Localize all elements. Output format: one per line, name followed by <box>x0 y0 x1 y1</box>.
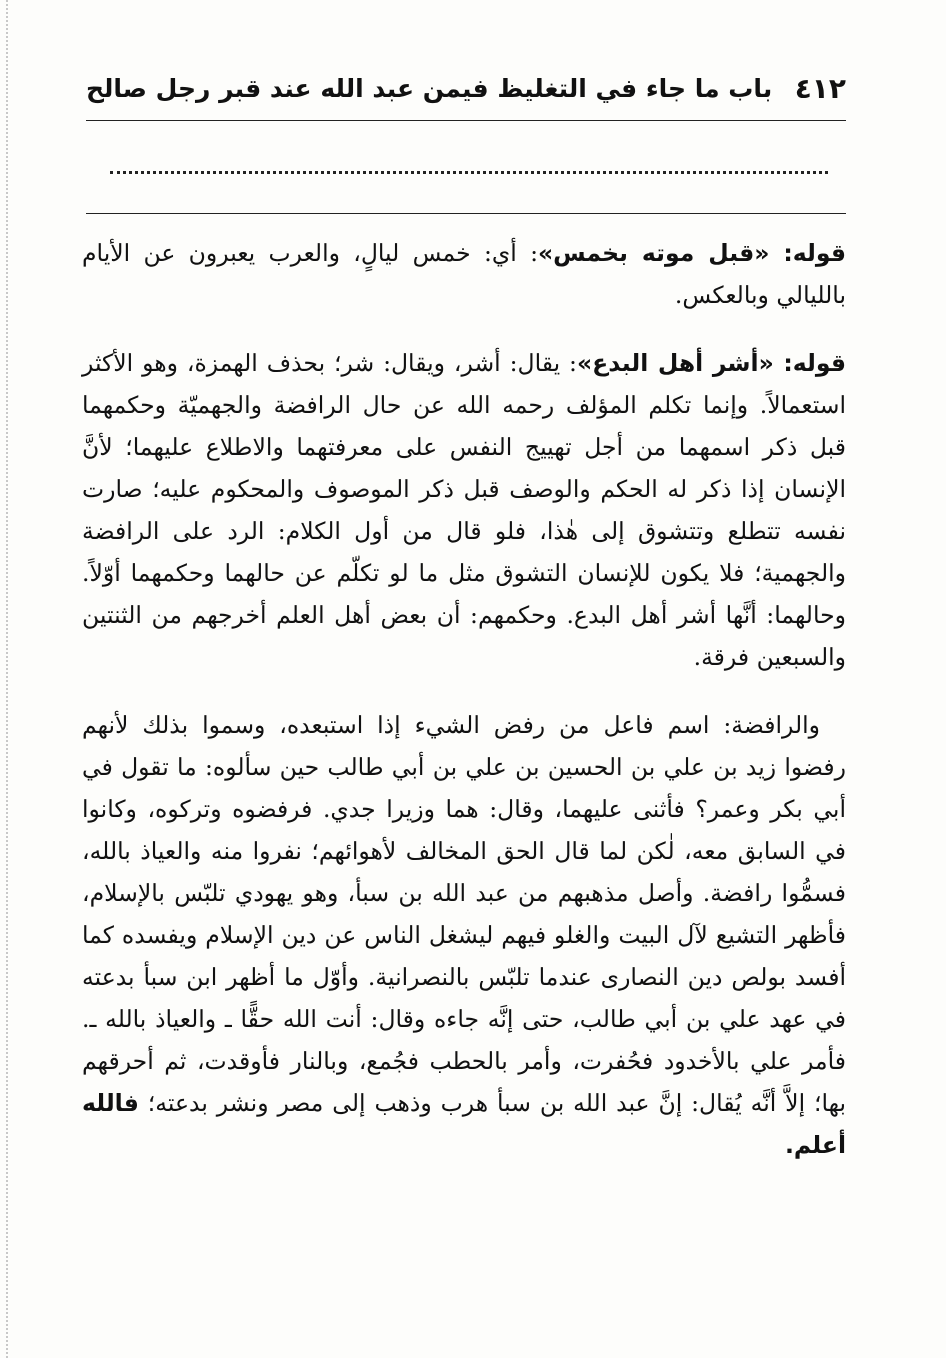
scan-margin-dots <box>6 0 8 1358</box>
section-divider-rule <box>86 213 846 214</box>
paragraph-text: والرافضة: اسم فاعل من رفض الشيء إذا استبعده، وسموا بذلك لأنهم رفضوا زيد بن علي بن الحسين بن علي بن أبي طالب حين سألوه: ما تقول في أبي بكر وعمر؟ فأثنى عليهما، وقال: هما وزيرا جدي. فرفضوه وتركوه، وكانوا في السابق معه، لٰكن لما قال الحق المخالف لأهوائهم؛ نفروا منه والعياذ بالله، فسمُّوا رافضة. وأصل مذهبهم من عبد الله بن سبأ، وهو يهودي تلبّس بالإسلام، فأظهر التشيع لآل البيت والغلو فيهم ليشغل الناس عن دين الإسلام ويفسده كما أفسد بولص دين النصارى عندما تلبّس بالنصرانية. وأوّل ما أظهر ابن سبأ بدعته في عهد علي بن أبي طالب، حتى إنَّه جاءه وقال: أنت الله حقًّا ـ والعياذ بالله ـ. فأمر علي بالأخدود فحُفرت، وأمر بالحطب فجُمع، وبالنار فأوقدت، ثم أحرقهم بها؛ إلاَّ أنَّه يُقال: إنَّ عبد الله بن سبأ هرب وذهب إلى مصر ونشر بدعته؛ <box>82 711 846 1117</box>
paragraph-3 <box>82 704 846 1166</box>
paragraph-text: : أي: خمس ليالٍ، والعرب يعبرون عن الأيام بالليالي وبالعكس. <box>82 239 846 309</box>
quoted-phrase: قوله: «قبل موته بخمس» <box>538 239 846 267</box>
commentary-body <box>82 232 846 1192</box>
closing-phrase: فالله أعلم. <box>82 1089 846 1159</box>
page-header <box>86 64 846 112</box>
paragraph-1 <box>82 232 846 316</box>
paragraph-text: : يقال: أشر، ويقال: شر؛ بحذف الهمزة، وهو الأكثر استعمالاً. وإنما تكلم المؤلف رحمه الله عن حال الرافضة والجهميّة وحكمهما قبل ذكر اسمهما من أجل تهييج النفس على معرفتهما والاطلاع عليهما؛ لأنَّ الإنسان إذا ذكر له الحكم والوصف قبل ذكر الموصوف والمحكوم عليه؛ صارت نفسه تتطلع وتتشوق إلى هٰذا، فلو قال من أول الكلام: الرد على الرافضة والجهمية؛ فلا يكون للإنسان التشوق مثل ما لو تكلّم عن حالهما وحكمهما أوّلاً. وحالهما: أنَّها أشر أهل البدع. وحكمهم: أن بعض أهل العلم أخرجهم من الثنتين والسبعين فرقة. <box>82 349 846 671</box>
page-number: ٤١٢ <box>794 71 846 105</box>
running-title: باب ما جاء في التغليظ فيمن عبد الله عند قبر رجل صالح <box>86 73 773 103</box>
continuation-dotted-line <box>110 171 828 174</box>
paragraph-2 <box>82 342 846 678</box>
quoted-phrase: قوله: «أشر أهل البدع» <box>576 349 846 377</box>
header-rule <box>86 120 846 121</box>
